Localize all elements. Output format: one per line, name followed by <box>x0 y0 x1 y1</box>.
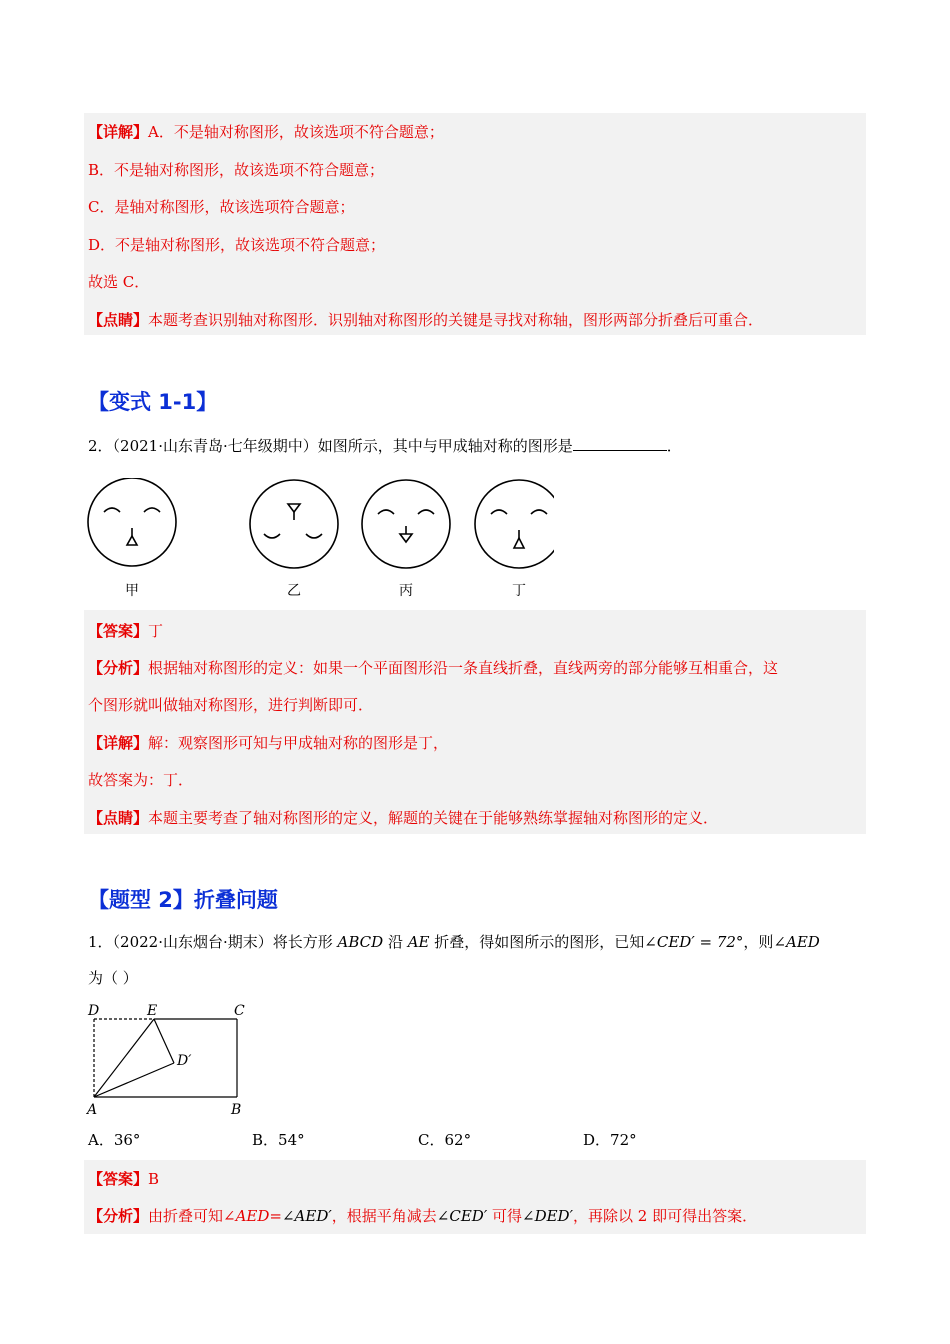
analysis-line-1: 【分析】根据轴对称图形的定义：如果一个平面图形沿一条直线折叠，直线两旁的部分能够互相重合，这 <box>88 659 779 677</box>
detail-line-c: C．是轴对称图形，故该选项符合题意； <box>88 198 355 216</box>
analysis-line-2: 个图形就叫做轴对称图形，进行判断即可． <box>88 696 374 714</box>
solution-box-1 <box>84 113 866 335</box>
option-d: D．72° <box>583 1131 637 1149</box>
comment-line-2: 【点睛】本题主要考查了轴对称图形的定义，解题的关键在于能够熟练掌握轴对称图形的定义． <box>88 809 719 827</box>
face-yi <box>250 480 338 568</box>
option-c: C．62° <box>418 1131 472 1149</box>
label-e: E <box>147 1003 158 1019</box>
detail-line-d: D．不是轴对称图形，故该选项不符合题意； <box>88 236 386 254</box>
question-1-line-2: 为（ ） <box>88 969 138 987</box>
question-2: 2．（2021·山东青岛·七年级期中）如图所示，其中与甲成轴对称的图形是 ． <box>88 437 682 455</box>
question-1-line-1: 1．（2022·山东烟台·期末）将长方形 ABCD 沿 AE 折叠，得如图所示的图形，已知∠CED′ = 72°，则∠AED <box>88 933 820 951</box>
solution-box-2 <box>84 610 866 834</box>
analysis-line-q1: 【分析】由折叠可知∠AED=∠AED′，根据平角减去∠CED′ 可得∠DED′，再除以 2 即可得出答案． <box>88 1207 758 1225</box>
answer-blank <box>573 436 667 451</box>
face-bing <box>362 480 450 568</box>
faces-figure <box>84 478 554 602</box>
face-label-yi: 乙 <box>287 583 301 599</box>
option-b: B．54° <box>252 1131 305 1149</box>
face-ding <box>475 480 554 568</box>
detail-line-b: B．不是轴对称图形，故该选项不符合题意； <box>88 161 385 179</box>
face-label-bing: 丙 <box>399 583 413 599</box>
face-label-jia: 甲 <box>125 583 139 599</box>
answer-line: 【答案】丁 <box>88 622 164 640</box>
label-c: C <box>234 1003 245 1019</box>
option-a: A．36° <box>88 1131 141 1149</box>
detail-line-1: 【详解】解：观察图形可知与甲成轴对称的图形是丁， <box>88 734 449 752</box>
detail-line-a: 【详解】A．不是轴对称图形，故该选项不符合题意； <box>88 123 444 141</box>
label-a: A <box>87 1102 98 1118</box>
label-d-prime: D′ <box>177 1053 192 1069</box>
label-b: B <box>231 1102 242 1118</box>
face-jia <box>88 478 176 566</box>
detail-line-choice: 故选 C． <box>88 273 150 291</box>
folding-figure <box>84 998 254 1120</box>
face-label-ding: 丁 <box>512 583 526 599</box>
variant-heading: 【变式 1-1】 <box>88 390 218 414</box>
type2-heading: 【题型 2】折叠问题 <box>88 888 278 912</box>
detail-line-2: 故答案为：丁． <box>88 771 194 789</box>
answer-line-q1: 【答案】B <box>88 1170 160 1188</box>
label-d: D <box>88 1003 100 1019</box>
comment-line-1: 【点睛】本题考查识别轴对称图形．识别轴对称图形的关键是寻找对称轴，图形两部分折叠后可重合． <box>88 311 764 329</box>
